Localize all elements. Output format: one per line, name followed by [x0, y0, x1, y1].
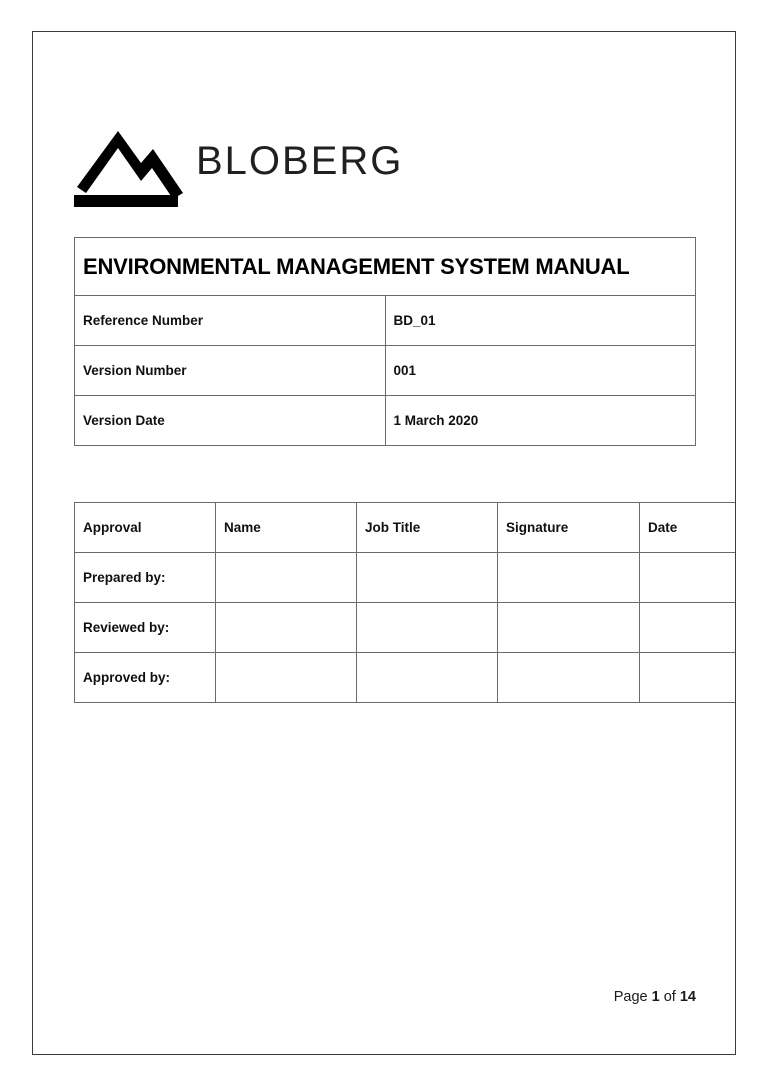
document-meta-table	[74, 237, 696, 446]
brand-wordmark: BLOBERG	[196, 139, 404, 183]
column-header-signature: Signature	[498, 503, 640, 553]
table-header-row	[75, 503, 737, 553]
page-title: ENVIRONMENTAL MANAGEMENT SYSTEM MANUAL	[75, 238, 696, 296]
footer-current-page: 1	[651, 989, 660, 1005]
cell-name-approved-by[interactable]	[216, 653, 357, 703]
page-footer	[74, 989, 696, 1005]
table-row-title	[75, 238, 696, 296]
meta-value-reference-number: BD_01	[385, 296, 696, 346]
footer-total-pages: 14	[679, 989, 696, 1005]
mountain-logo-icon	[74, 115, 186, 207]
row-label-reviewed-by: Reviewed by:	[75, 603, 216, 653]
table-row	[75, 653, 737, 703]
cell-date-prepared-by[interactable]	[640, 553, 737, 603]
meta-label-version-date: Version Date	[75, 396, 386, 446]
column-header-job-title: Job Title	[357, 503, 498, 553]
cell-signature-approved-by[interactable]	[498, 653, 640, 703]
meta-label-version-number: Version Number	[75, 346, 386, 396]
cell-name-reviewed-by[interactable]	[216, 603, 357, 653]
cell-date-approved-by[interactable]	[640, 653, 737, 703]
table-row	[75, 603, 737, 653]
column-header-date: Date	[640, 503, 737, 553]
meta-label-reference-number: Reference Number	[75, 296, 386, 346]
cell-job-title-prepared-by[interactable]	[357, 553, 498, 603]
row-label-approved-by: Approved by:	[75, 653, 216, 703]
column-header-name: Name	[216, 503, 357, 553]
table-row	[75, 553, 737, 603]
table-row	[75, 296, 696, 346]
cell-job-title-approved-by[interactable]	[357, 653, 498, 703]
table-row	[75, 346, 696, 396]
cell-date-reviewed-by[interactable]	[640, 603, 737, 653]
document-page	[32, 31, 736, 1055]
cell-signature-reviewed-by[interactable]	[498, 603, 640, 653]
table-row	[75, 396, 696, 446]
cell-job-title-reviewed-by[interactable]	[357, 603, 498, 653]
cell-name-prepared-by[interactable]	[216, 553, 357, 603]
brand-logo	[74, 111, 403, 211]
column-header-approval: Approval	[75, 503, 216, 553]
meta-value-version-number: 001	[385, 346, 696, 396]
row-label-prepared-by: Prepared by:	[75, 553, 216, 603]
footer-of-word: of	[663, 989, 676, 1005]
page-content-area	[74, 32, 696, 1054]
footer-page-word: Page	[613, 989, 648, 1005]
approval-signoff-table	[74, 502, 736, 703]
cell-signature-prepared-by[interactable]	[498, 553, 640, 603]
meta-value-version-date: 1 March 2020	[385, 396, 696, 446]
